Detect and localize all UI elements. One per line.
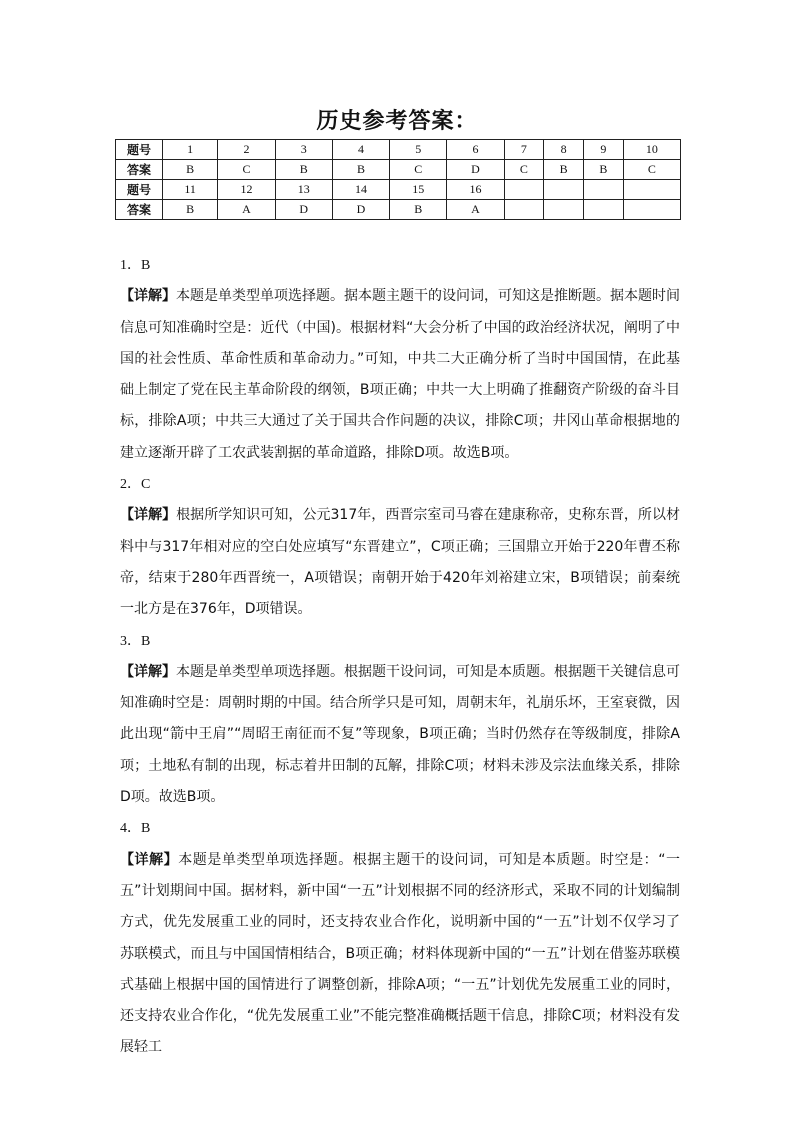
explanation-tag: 【详解】 — [120, 663, 176, 680]
table-cell — [544, 180, 584, 200]
table-cell: 3 — [275, 140, 332, 160]
explanation-text: 本题是单类型单项选择题。根据题干设问词，可知是本质题。根据题干关键信息可知准确时空是：周朝时期的中国。结合所学只是可知，周朝末年，礼崩乐坏，王室衰微，因此出现“箭中王肩”“周昭王南征而不复”等现象，B项正确；当时仍然存在等级制度，排除A项；土地私有制的出现，标志着井田制的瓦解，排除C项；材料未涉及宗法血缘关系，排除D项。故选B项。 — [120, 663, 680, 806]
table-row — [116, 160, 681, 180]
table-cell: 14 — [332, 180, 389, 200]
explanation-paragraph — [120, 281, 680, 469]
table-cell: D — [447, 160, 504, 180]
table-cell: 2 — [218, 140, 275, 160]
explanation-tag: 【详解】 — [120, 288, 176, 305]
table-cell — [583, 180, 623, 200]
table-cell: 15 — [390, 180, 447, 200]
table-cell — [504, 180, 544, 200]
table-cell: C — [218, 160, 275, 180]
table-cell: B — [332, 160, 389, 180]
table-cell: B — [544, 160, 584, 180]
explanation-paragraph — [120, 845, 680, 1064]
explanation-text: 根据所学知识可知，公元317年，西晋宗室司马睿在建康称帝，史称东晋，所以材料中与317年相对应的空白处应填写“东晋建立”，C项正确；三国鼎立开始于220年曹丕称帝，结束于280年西晋统一，A项错误；南朝开始于420年刘裕建立宋，B项错误；前秦统一北方是在376年，D项错误。 — [120, 507, 680, 618]
table-row — [116, 200, 681, 220]
table-cell: C — [390, 160, 447, 180]
explanation-text: 本题是单类型单项选择题。据本题主题干的设问词，可知这是推断题。据本题时间信息可知准确时空是：近代（中国)。根据材料“大会分析了中国的政治经济状况，阐明了中国的社会性质、革命性质和革命动力。”可知，中共二大正确分析了当时中国国情，在此基础上制定了党在民主革命阶段的纲领，B项正确；中共一大上明确了推翻资产阶级的奋斗目标，排除A项；中共三大通过了关于国共合作问题的决议，排除C项；井冈山革命根据地的建立逐渐开辟了工农武装割据的革命道路，排除D项。故选B项。 — [120, 288, 680, 461]
table-cell: 10 — [623, 140, 680, 160]
table-cell: 16 — [447, 180, 504, 200]
table-cell: 13 — [275, 180, 332, 200]
table-cell: A — [218, 200, 275, 220]
row-header-cell: 答案 — [116, 160, 163, 180]
table-cell: 6 — [447, 140, 504, 160]
row-header-cell: 题号 — [116, 180, 163, 200]
table-cell: C — [623, 160, 680, 180]
table-cell — [504, 200, 544, 220]
table-cell: D — [332, 200, 389, 220]
table-cell — [583, 200, 623, 220]
table-cell: B — [163, 160, 218, 180]
table-cell: 12 — [218, 180, 275, 200]
table-row — [116, 140, 681, 160]
table-cell: C — [504, 160, 544, 180]
table-cell — [623, 200, 680, 220]
table-cell: D — [275, 200, 332, 220]
table-cell: B — [583, 160, 623, 180]
table-cell — [544, 200, 584, 220]
question-answer-label: 2．C — [120, 477, 151, 493]
question-answer-label: 1．B — [120, 258, 151, 273]
table-cell: 7 — [504, 140, 544, 160]
table-cell: B — [275, 160, 332, 180]
explanation-tag: 【详解】 — [120, 851, 179, 868]
question-answer-label: 4．B — [120, 821, 151, 837]
explanations — [120, 250, 680, 1064]
answer-table — [115, 139, 681, 220]
table-cell — [623, 180, 680, 200]
row-header-cell: 答案 — [116, 200, 163, 220]
table-cell: 11 — [163, 180, 218, 200]
table-cell: 8 — [544, 140, 584, 160]
table-row — [116, 180, 681, 200]
explanation-paragraph — [120, 657, 680, 813]
table-cell: A — [447, 200, 504, 220]
table-cell: 5 — [390, 140, 447, 160]
row-header-cell: 题号 — [116, 140, 163, 160]
table-cell: B — [390, 200, 447, 220]
table-cell: B — [163, 200, 218, 220]
question-answer-label: 3．B — [120, 633, 151, 649]
explanation-tag: 【详解】 — [120, 507, 177, 524]
page-title: 历史参考答案： — [316, 108, 478, 134]
explanation-text: 本题是单类型单项选择题。根据主题干的设问词，可知是本质题。时空是：“一五”计划期间中国。据材料，新中国“一五”计划根据不同的经济形式，采取不同的计划编制方式，优先发展重工业的同时，还支持农业合作化，说明新中国的“一五”计划不仅学习了苏联模式，而且与中国国情相结合，B项正确；材料体现新中国的“一五”计划在借鉴苏联模式基础上根据中国的国情进行了调整创新，排除A项；“一五”计划优先发展重工业的同时，还支持农业合作化，“优先发展重工业”不能完整准确概括题干信息，排除C项；材料没有发展轻工 — [120, 851, 680, 1056]
explanation-paragraph — [120, 500, 680, 625]
table-cell: 1 — [163, 140, 218, 160]
table-cell: 9 — [583, 140, 623, 160]
table-cell: 4 — [332, 140, 389, 160]
